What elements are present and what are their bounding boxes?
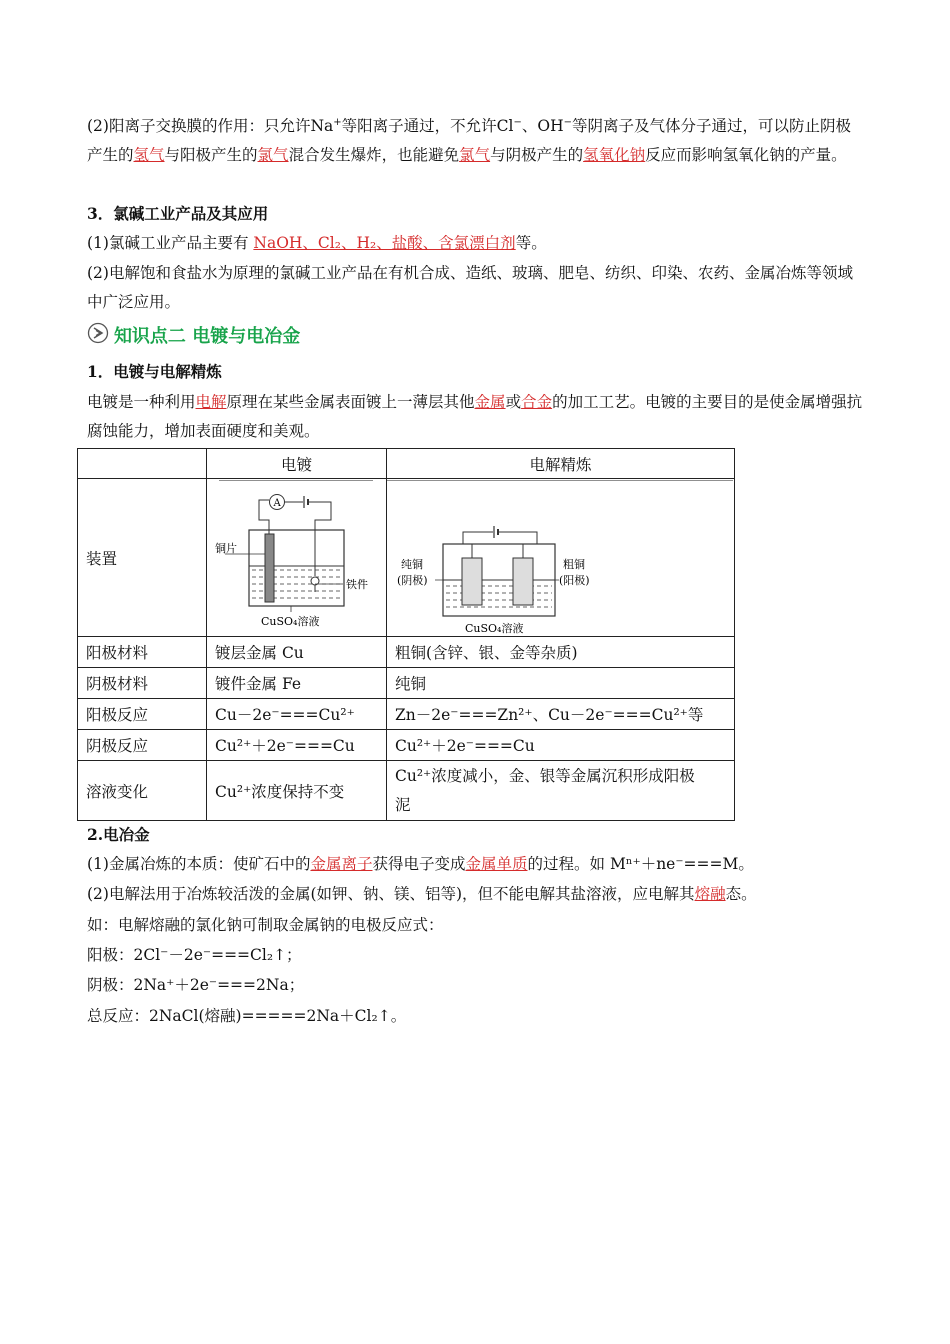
paragraph-products [87,229,865,258]
text: 与阴极产生的 [490,146,584,164]
table-header: 电镀 [207,449,387,479]
section-title-1: 1．电镀与电解精炼 [87,362,222,381]
label-crude-copper: 粗铜 [563,557,585,571]
table-row [78,730,735,761]
paragraph-electroplating [87,388,865,446]
wire-left [463,532,493,558]
answer-blank: 合金 [521,393,553,411]
section-title-3: 3．氯碱工业产品及其应用 [87,204,269,223]
electroplating-diagram [207,480,385,636]
text: 的加工工艺。电镀的主要目的是使金属增强抗腐蚀能力，增加表面硬度和美观。 [87,393,863,440]
row-label: 阴极材料 [78,668,207,699]
electroplating-figure-cell [207,479,387,637]
superscript: + [333,116,342,128]
table-cell: 镀层金属 Cu [207,637,387,668]
table-cell: 粗铜(含锌、银、金等杂质) [387,637,735,668]
label-solution: CuSO₄溶液 [261,614,320,628]
copper-sheet [265,534,274,602]
ammeter-label: A [273,497,281,509]
text: 与阳极产生的 [164,146,258,164]
row-label: 阴极反应 [78,730,207,761]
table-cell: Zn－2e⁻===Zn²⁺、Cu－2e⁻===Cu²⁺等 [387,699,735,730]
label-cathode: (阴极) [397,573,428,587]
answer-blank: 金属离子 [310,855,373,873]
crude-copper-electrode [513,558,533,605]
superscript: − [563,116,572,128]
superscript: − [513,116,522,128]
text: (1)氯碱工业产品主要有 [87,234,254,252]
text: 、OH [521,117,564,135]
answer-blank: 电解 [195,393,227,411]
paragraph-applications: (2)电解饱和食盐水为原理的氯碱工业产品在有机合成、造纸、玻璃、肥皂、纺织、印染、农药、金属冶炼等领域中广泛应用。 [87,264,853,311]
text: 态。 [725,885,757,903]
section-title-2: 2.电冶金 [87,825,150,844]
wire-right [308,502,331,576]
table-row [78,761,735,821]
paragraph-example: 如：电解熔融的氯化钠可制取金属钠的电极反应式： [87,916,444,934]
wire-right [498,532,537,558]
comparison-table [77,448,735,821]
table-header: 电解精炼 [387,449,735,479]
answer-blank: 氯气 [459,146,491,164]
text: 电镀是一种利用 [87,393,196,411]
arrow-circle-icon [87,322,109,354]
text: Cu²⁺浓度减小，金、银等金属沉积形成阳极 [395,766,695,785]
text: 反应而影响氢氧化钠的产量。 [645,146,847,164]
answer-blank: NaOH、Cl₂、H₂、盐酸、含氯漂白剂 [253,234,516,252]
table-cell: 纯铜 [387,668,735,699]
answer-blank: 金属单质 [465,855,528,873]
text: 等阳离子通过，不允许Cl [341,117,514,135]
answer-blank: 氢氧化钠 [583,146,646,164]
knowledge-point-heading [87,322,865,354]
text: 泥 [395,795,411,814]
table-row [78,699,735,730]
text: 混合发生爆炸，也能避免 [288,146,460,164]
row-label: 装置 [78,479,207,637]
text: 的过程。如 Mⁿ⁺＋ne⁻===M。 [527,855,754,873]
paragraph-active-metals [87,880,865,909]
paragraph-smelting-essence [87,850,865,879]
answer-blank: 熔融 [694,885,726,903]
table-cell [78,449,207,479]
label-anode: (阳极) [559,573,590,587]
text: (2)电解法用于冶炼较活泼的金属(如钾、钠、镁、铝等)，但不能电解其盐溶液，应电解其 [87,885,695,903]
text: 等。 [515,234,547,252]
table-cell: Cu²⁺浓度保持不变 [207,761,387,821]
table-cell: Cu²⁺＋2e⁻===Cu [207,730,387,761]
heading-title: 知识点二 电镀与电冶金 [113,326,301,347]
table-cell: Cu－2e⁻===Cu²⁺ [207,699,387,730]
table-row [78,479,735,637]
row-label: 溶液变化 [78,761,207,821]
refining-figure-cell [387,479,735,637]
text: 原理在某些金属表面镀上一薄层其他 [226,393,475,411]
text: (2)阳离子交换膜的作用：只允许Na [87,117,334,135]
text: 或 [505,393,522,411]
equation-total: 总反应：2NaCl(熔融)=====2Na＋Cl₂↑。 [87,1007,407,1025]
text: 获得电子变成 [372,855,466,873]
table-cell: 镀件金属 Fe [207,668,387,699]
table-cell [387,761,735,821]
equation-anode: 阳极：2Cl⁻－2e⁻===Cl₂↑； [87,946,302,964]
table-row [78,668,735,699]
table-header-row [78,449,735,479]
label-iron-part: 铁件 [346,577,369,591]
pure-copper-electrode [462,558,482,605]
table-cell: Cu²⁺＋2e⁻===Cu [387,730,735,761]
text: (1)金属冶炼的本质：使矿石中的 [87,855,311,873]
table-row [78,637,735,668]
label-solution: CuSO₄溶液 [465,621,524,635]
paragraph-membrane-role [87,112,865,170]
equation-cathode: 阴极：2Na⁺＋2e⁻===2Na； [87,976,305,994]
answer-blank: 氢气 [133,146,165,164]
text: 等阴离子及气体分子通过，可以防止阴极产生的 [87,117,852,164]
beaker [249,530,344,606]
label-pure-copper: 纯铜 [401,557,423,571]
label-copper-sheet: 铜片 [215,541,238,555]
refining-diagram [387,480,733,636]
row-label: 阳极材料 [78,637,207,668]
row-label: 阳极反应 [78,699,207,730]
answer-blank: 金属 [474,393,506,411]
answer-blank: 氯气 [257,146,289,164]
wire-left [259,500,269,534]
